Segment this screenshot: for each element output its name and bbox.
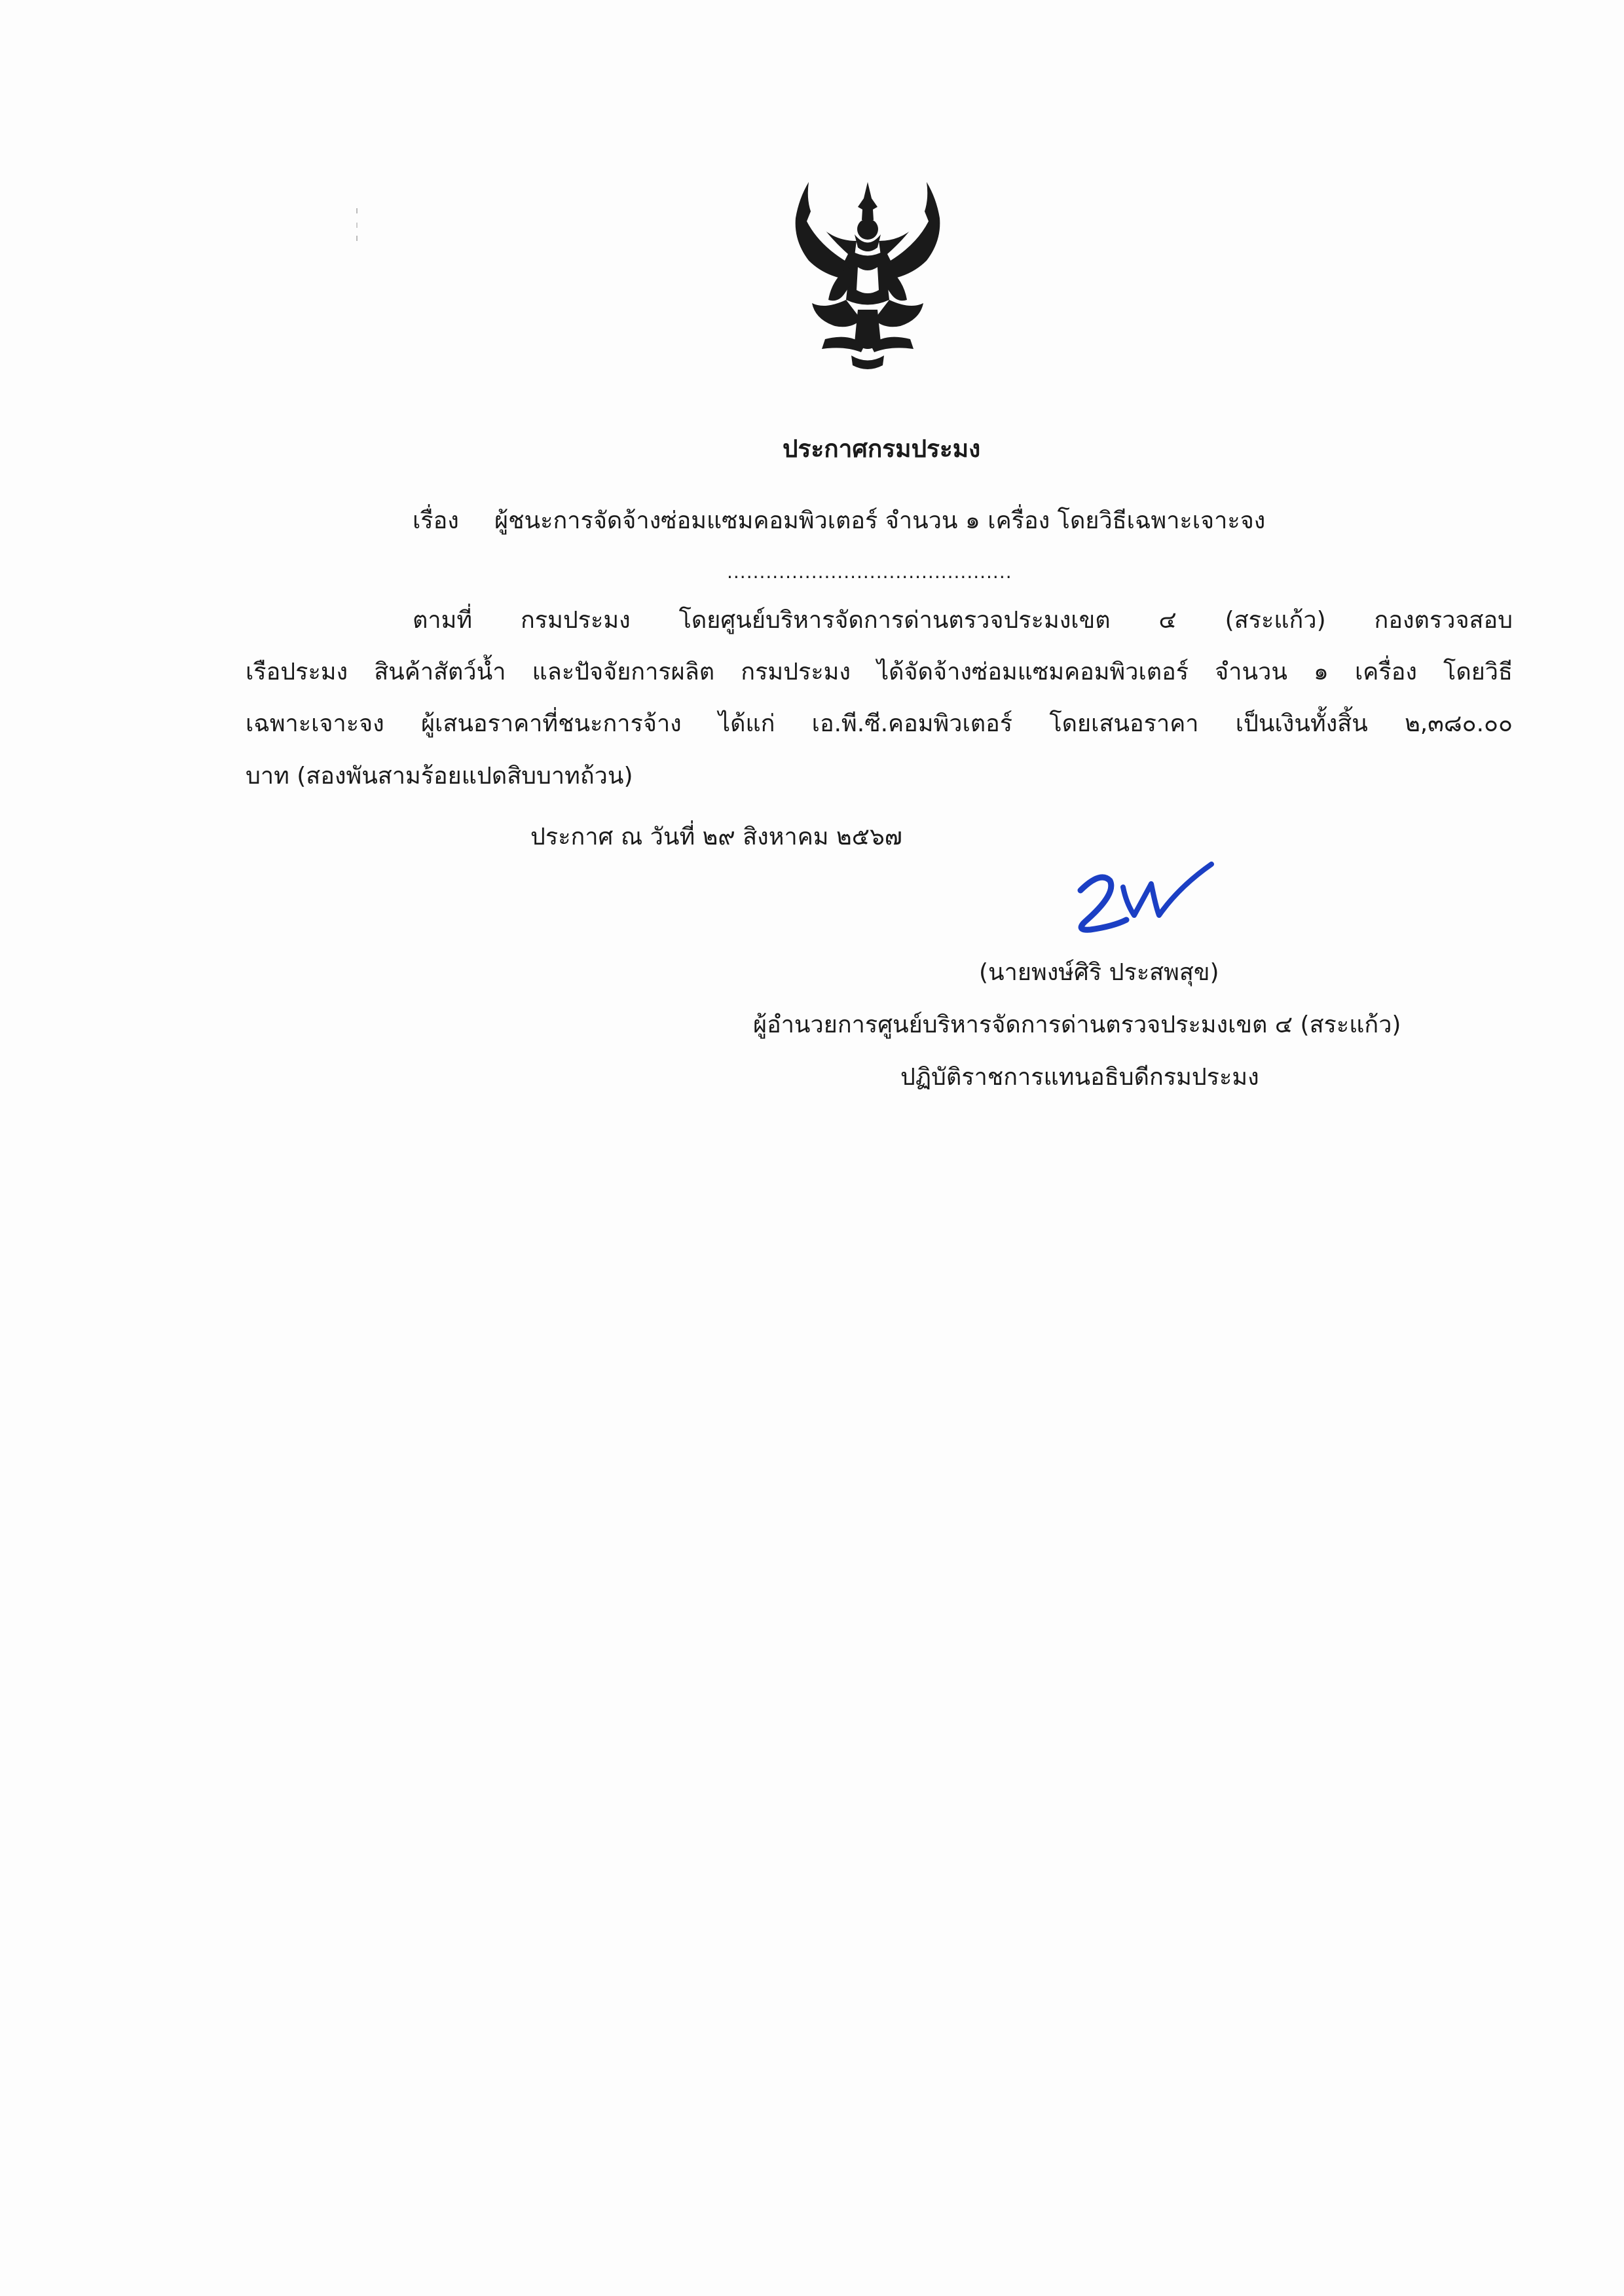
subject-label: เรื่อง xyxy=(413,507,459,534)
signatory-acting-for: ปฏิบัติราชการแทนอธิบดีกรมประมง xyxy=(900,1064,1259,1091)
document-title: ประกาศกรมประมง xyxy=(783,435,981,463)
body-line-3: เฉพาะเจาะจง ผู้เสนอราคาที่ชนะการจ้าง ได้แก่ เอ.พี.ซี.คอมพิวเตอร์ โดยเสนอราคา เป็นเงินทั้งสิ้น ๒,๓๘๐.๐๐ xyxy=(246,710,1513,737)
scan-speck xyxy=(355,208,359,242)
announcement-date: ประกาศ ณ วันที่ ๒๙ สิงหาคม ๒๕๖๗ xyxy=(530,824,902,850)
body-line-1: ตามที่ กรมประมง โดยศูนย์บริหารจัดการด่านตรวจประมงเขต ๔ (สระแก้ว) กองตรวจสอบ xyxy=(413,607,1513,634)
signatory-position: ผู้อำนวยการศูนย์บริหารจัดการด่านตรวจประมงเขต ๔ (สระแก้ว) xyxy=(753,1011,1401,1038)
signatory-name: (นายพงษ์ศิริ ประสพสุข) xyxy=(979,959,1219,986)
body-line-4: บาท (สองพันสามร้อยแปดสิบบาทถ้วน) xyxy=(246,763,633,790)
separator-dots: ............................................ xyxy=(727,561,1012,583)
body-line-2: เรือประมง สินค้าสัตว์น้ำ และปัจจัยการผลิต กรมประมง ได้จัดจ้างซ่อมแซมคอมพิวเตอร์ จำนวน ๑ เครื่อง โดยวิธี xyxy=(246,659,1513,685)
garuda-emblem-icon xyxy=(786,169,950,378)
handwritten-signature-icon xyxy=(1061,858,1218,943)
subject-text: ผู้ชนะการจัดจ้างซ่อมแซมคอมพิวเตอร์ จำนวน ๑ เครื่อง โดยวิธีเฉพาะเจาะจง xyxy=(494,507,1266,534)
